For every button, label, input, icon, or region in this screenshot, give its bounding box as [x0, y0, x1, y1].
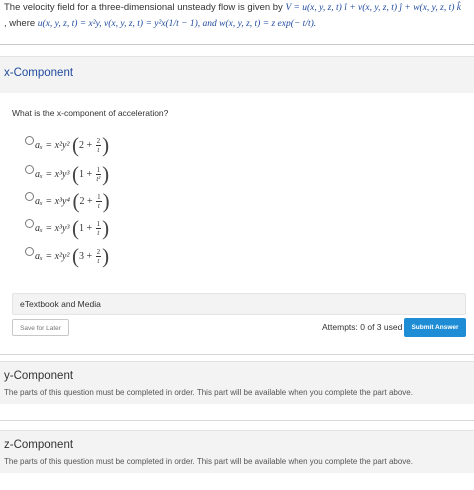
option-lhs: aₓ = x³y⁴ [35, 195, 70, 207]
divider [0, 420, 474, 421]
option-expression: aₓ = x²y² (3 + $\frac{2}{t}$ ) [35, 244, 110, 268]
x-component-header [0, 56, 474, 93]
problem-line-2 [4, 16, 472, 32]
submit-answer-button[interactable]: Submit Answer [404, 318, 466, 337]
answer-option-4[interactable] [25, 218, 155, 242]
fraction-denominator: t [97, 229, 100, 237]
option-constant: 3 [78, 250, 84, 262]
fraction-numerator: 1 [96, 166, 101, 174]
answer-option-5[interactable] [25, 246, 155, 270]
fraction-denominator: t [97, 202, 100, 210]
velocity-vector-equation: V = u(x, y, z, t) î + v(x, y, z, t) ĵ + w(x, y, z, t) k̂ [285, 3, 461, 13]
option-lhs: aₓ = x²y² [35, 250, 70, 262]
answer-option-3[interactable] [25, 191, 155, 215]
radio-button[interactable] [25, 247, 34, 256]
y-component-section [0, 361, 474, 404]
answer-option-1[interactable] [25, 135, 155, 159]
fraction-denominator: t² [96, 175, 101, 183]
option-constant: 1 [78, 222, 84, 234]
save-for-later-button[interactable]: Save for Later [12, 319, 69, 336]
question-text: What is the x-component of acceleration? [12, 108, 169, 118]
y-component-notice: The parts of this question must be completed in order. This part will be available when you complete the part above. [4, 388, 413, 397]
option-constant: 2 [78, 139, 84, 151]
option-constant: 1 [78, 168, 84, 180]
fraction-numerator: 2 [96, 248, 101, 256]
problem-intro: The velocity field for a three-dimensional unsteady flow is given by [4, 2, 283, 13]
radio-button[interactable] [25, 165, 34, 174]
divider [0, 44, 474, 45]
fraction-numerator: 1 [96, 220, 101, 228]
fraction-numerator: 2 [96, 137, 101, 145]
fraction-denominator: t [97, 146, 100, 154]
option-lhs: aₓ = x³y³ [35, 168, 70, 180]
x-component-title: x-Component [4, 67, 74, 79]
attempts-counter: Attempts: 0 of 3 used [322, 322, 403, 332]
option-expression: aₓ = x³y³ (1 + $\frac{1}{t}$ ) [35, 216, 110, 240]
z-component-section [0, 430, 474, 473]
fraction-numerator: 1 [97, 193, 101, 201]
z-component-title: z-Component [4, 439, 74, 451]
radio-button[interactable] [25, 192, 34, 201]
radio-button[interactable] [25, 136, 34, 145]
option-expression: aₓ = x³y³ (1 + $\frac{1}{\text{t²}}$ ) [35, 162, 110, 186]
problem-statement [4, 0, 472, 32]
option-lhs: aₓ = x³y³ [35, 222, 70, 234]
z-component-notice: The parts of this question must be completed in order. This part will be available when you complete the part above. [4, 457, 413, 466]
radio-button[interactable] [25, 219, 34, 228]
y-component-title: y-Component [4, 370, 74, 382]
answer-option-2[interactable] [25, 164, 155, 188]
problem-where: , where [4, 18, 36, 29]
option-constant: 2 [79, 195, 85, 207]
etextbook-media-panel[interactable] [12, 293, 466, 315]
divider [0, 354, 474, 355]
etextbook-label: eTextbook and Media [20, 299, 101, 309]
fraction-denominator: t [97, 257, 100, 265]
component-equations: u(x, y, z, t) = x²y, v(x, y, z, t) = y²x(1/t − 1), and w(x, y, z, t) = z exp(− t/t). [37, 19, 317, 29]
option-expression: aₓ = x³y⁴ (2 + $\frac{1}{t}$ ) [35, 189, 110, 213]
option-lhs: aₓ = x²y² [35, 139, 70, 151]
option-expression: aₓ = x²y² (2 + $\frac{2}{t}$ ) [35, 133, 110, 157]
problem-line-1 [4, 0, 472, 16]
